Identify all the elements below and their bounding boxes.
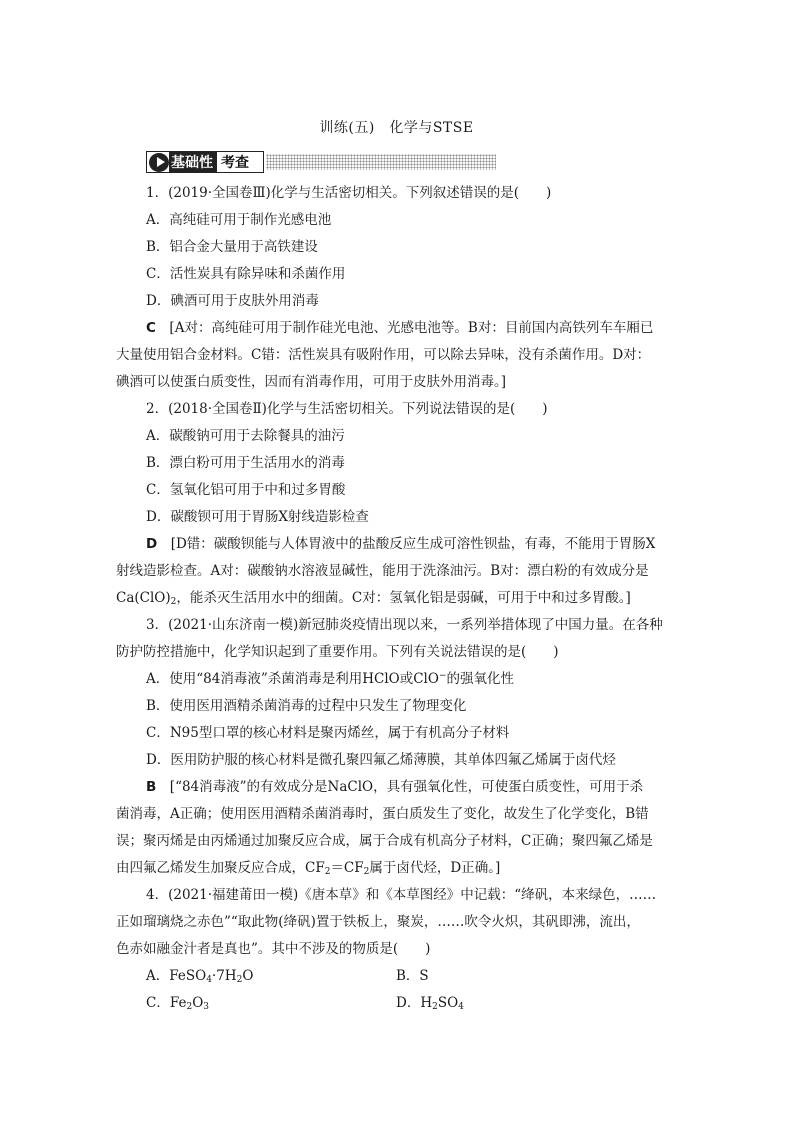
question-4-option-b: B．S — [396, 968, 429, 984]
question-1-answer-line-1: C [A对：高纯硅可用于制作硅光电池、光感电池等。B对：目前国内高铁列车车厢已 — [146, 320, 654, 336]
question-2-option-a: A．碳酸钠可用于去除餐具的油污 — [146, 428, 345, 444]
question-4-stem-line-2: 正如瑠璃烧之赤色”“取此物(绛矾)置于铁板上，聚炭，……吹令火炽，其矾即沸，流出， — [116, 914, 640, 930]
section-label-box — [146, 151, 264, 173]
question-3-answer-line-1: B [“84消毒液”的有效成分是NaClO，具有强氧化性，可使蛋白质变性，可用于杀 — [146, 779, 644, 795]
section-header — [146, 151, 496, 173]
question-3-option-c: C．N95型口罩的核心材料是聚丙烯丝，属于有机高分子材料 — [146, 725, 510, 741]
question-2-answer-line-2: 射线造影检查。A对：碳酸钠水溶液显碱性，能用于洗涤油污。B对：漂白粉的有效成分是 — [116, 563, 649, 579]
question-1-answer-letter: C — [146, 320, 156, 336]
question-2-answer-line-3: $Ca(ClO)_2$，能杀灭生活用水中的细菌。C对：氢氧化铝是弱碱，可用于中和过多胃酸。] — [116, 590, 631, 607]
question-3-option-d: D．医用防护服的核心材料是微孔聚四氟乙烯薄膜，其单体四氟乙烯属于卤代烃 — [146, 752, 616, 768]
section-dot-pattern — [266, 154, 496, 170]
question-1-option-b: B．铝合金大量用于高铁建设 — [146, 239, 318, 255]
question-3-stem-line-1: 3．(2021·山东济南一模)新冠肺炎疫情出现以来，一系列举措体现了中国力量。在各种 — [146, 617, 663, 633]
questions-content — [116, 180, 676, 1017]
question-2-answer-letter: D — [146, 536, 158, 552]
question-3-option-a: A．使用“84消毒液”杀菌消毒是利用HClO或ClO−的强氧化性 — [146, 671, 514, 687]
section-label-light: 考查 — [221, 155, 249, 171]
question-4-option-a: A．$FeSO_4\cdot 7H_2O$ — [146, 968, 254, 985]
question-1-answer-line-3: 碘酒可以使蛋白质变性，因而有消毒作用，可用于皮肤外用消毒。] — [116, 374, 507, 390]
question-1-answer-line-2: 大量使用铝合金材料。C错：活性炭具有吸附作用，可以除去异味，没有杀菌作用。D对： — [116, 347, 651, 363]
question-3-answer-line-2: 菌消毒，A正确；使用医用酒精杀菌消毒时，蛋白质发生了变化，故发生了化学变化，B错 — [116, 806, 649, 822]
question-3-option-b: B．使用医用酒精杀菌消毒的过程中只发生了物理变化 — [146, 698, 467, 714]
question-1-option-a: A．高纯硅可用于制作光感电池 — [146, 212, 332, 228]
question-2-stem: 2．(2018·全国卷Ⅱ)化学与生活密切相关。下列说法错误的是( ) — [146, 401, 548, 417]
question-3-stem-line-2: 防护防控措施中，化学知识起到了重要作用。下列有关说法错误的是( ) — [116, 644, 559, 660]
question-1-option-d: D．碘酒可用于皮肤外用消毒 — [146, 293, 319, 309]
question-1-stem: 1．(2019·全国卷Ⅲ)化学与生活密切相关。下列叙述错误的是( ) — [146, 185, 552, 201]
question-3-answer-line-3: 误；聚丙烯是由丙烯通过加聚反应合成，属于合成有机高分子材料，C正确；聚四氟乙烯是 — [116, 833, 653, 849]
question-4-option-d: D．$H_2SO_4$ — [396, 995, 464, 1012]
section-label-dark: 基础性 — [169, 152, 217, 172]
question-4-option-c: C．$Fe_2O_3$ — [146, 995, 209, 1012]
question-4-stem-line-1: 4．(2021·福建莆田一模)《唐本草》和《本草图经》中记载：“绛矾，本来绿色，…… — [146, 887, 657, 903]
question-2-option-c: C．氢氧化铝可用于中和过多胃酸 — [146, 482, 346, 498]
question-2-option-d: D．碳酸钡可用于胃肠X射线造影检查 — [146, 509, 369, 525]
question-4-stem-line-3: 色赤如融金汁者是真也”。其中不涉及的物质是( ) — [116, 941, 431, 957]
question-1-option-c: C．活性炭具有除异味和杀菌作用 — [146, 266, 346, 282]
question-4-options-row-1 — [146, 963, 676, 990]
play-icon — [149, 153, 169, 172]
question-2-answer-line-1: D [D错：碳酸钡能与人体胃液中的盐酸反应生成可溶性钡盐，有毒，不能用于胃肠X — [146, 536, 656, 552]
question-4-options-row-2 — [146, 990, 676, 1017]
question-2-option-b: B．漂白粉可用于生活用水的消毒 — [146, 455, 345, 471]
page-title: 训练(五) 化学与STSE — [319, 120, 474, 136]
question-3-answer-line-4: 由四氟乙烯发生加聚反应合成，$CF_2=CF_2$属于卤代烃，D正确。] — [116, 860, 501, 877]
question-3-answer-letter: B — [146, 779, 157, 795]
